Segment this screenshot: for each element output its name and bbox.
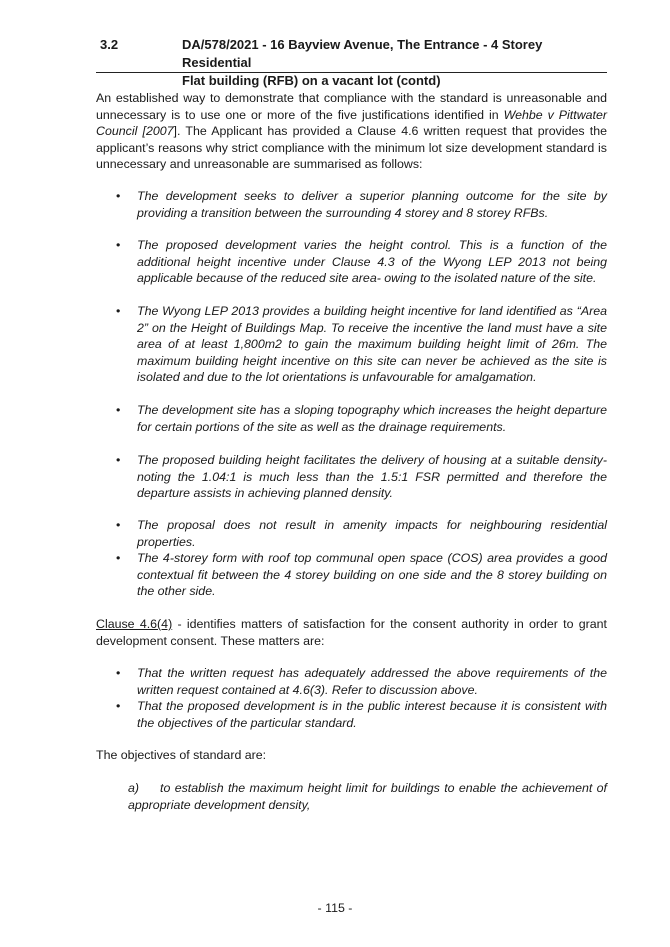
objective-item: [128, 780, 607, 813]
list-item-text: The 4-storey form with roof top communal open space (COS) area provides a good contextual fit between the 4 storey building on one side and the 8 storey building on the other side.: [137, 551, 607, 599]
clause-paragraph: [96, 616, 607, 649]
list-item-text: That the written request has adequately addressed the above requirements of the written request contained at 4.6(3). Refer to discussion above.: [137, 666, 607, 697]
section-number: 3.2: [100, 37, 119, 52]
header-divider: [96, 72, 607, 73]
bullet-glyph: •: [116, 304, 121, 318]
section-header: [100, 36, 607, 90]
list-item: [96, 237, 607, 287]
objectives-intro: The objectives of standard are:: [96, 748, 267, 762]
intro-text-part-2: ]. The Applicant has provided a Clause 4.6 written request that provides the applicant’s reasons why strict compliance with the minimum lot size development standard is unnecessary and unreasonable are summarised as follows:: [96, 124, 607, 172]
list-item: [96, 517, 607, 550]
bullet-glyph: •: [116, 189, 121, 203]
list-item-text: The development site has a sloping topography which increases the height departure for certain portions of the site as well as the drainage requirements.: [137, 403, 607, 434]
list-item: [96, 550, 607, 600]
list-item: [96, 402, 607, 435]
intro-paragraph: [96, 90, 607, 173]
page-number: - 115 -: [317, 901, 353, 915]
section-title-line-1: DA/578/2021 - 16 Bayview Avenue, The Entrance - 4 Storey Residential: [182, 37, 543, 70]
bullet-glyph: •: [116, 238, 121, 252]
objective-text: to establish the maximum height limit for buildings to enable the achievement of appropriate development density,: [128, 781, 607, 812]
list-item: [96, 188, 607, 221]
list-item: [96, 452, 607, 502]
bullet-glyph: •: [116, 666, 121, 680]
bullet-glyph: •: [116, 551, 121, 565]
case-citation: Wehbe v Pittwater Council [2007: [96, 107, 607, 139]
clause-text: - identifies matters of satisfaction for the consent authority in order to grant development consent. These matters are:: [96, 617, 607, 648]
list-item-text: The proposed building height facilitates the delivery of housing at a suitable density-noting the 1.04:1 is much less than the 1.5:1 FSR permitted and therefore the departure assists in achieving planned density.: [137, 453, 607, 501]
list-item: [96, 303, 607, 386]
list-item-text: The proposal does not result in amenity impacts for neighbouring residential properties.: [137, 518, 607, 549]
clause-reference: Clause 4.6(4): [96, 617, 173, 631]
list-item: [96, 698, 607, 731]
bullet-glyph: •: [116, 453, 121, 467]
bullet-glyph: •: [116, 699, 121, 713]
list-item-text: The proposed development varies the height control. This is a function of the additional height incentive under Clause 4.3 of the Wyong LEP 2013 not being applicable because of the reduced site area- owing to the isolated nature of the site.: [137, 238, 607, 286]
list-item-text: The Wyong LEP 2013 provides a building height incentive for land identified as “Area 2” on the Height of Buildings Map. To receive the incentive the land must have a site area of at least 1,800m2 to gain the maximum building height limit of 26m. The maximum building height incentive on this site can never be achieved as the site is isolated and due to the lot orientations is unfavourable for amalgamation.: [137, 304, 607, 385]
section-title-line-2: Flat building (RFB) on a vacant lot (contd): [182, 73, 441, 88]
bullet-glyph: •: [116, 518, 121, 532]
intro-text-part-1: An established way to demonstrate that compliance with the standard is unreasonable and unnecessary is to use one or more of the five justifications identified in: [96, 91, 607, 122]
bullet-glyph: •: [116, 403, 121, 417]
section-title: [182, 36, 607, 90]
objective-letter: a): [128, 781, 140, 795]
list-item-text: That the proposed development is in the public interest because it is consistent with the objectives of the particular standard.: [137, 699, 607, 730]
list-item-text: The development seeks to deliver a superior planning outcome for the site by providing a transition between the surrounding 4 storey and 8 storey RFBs.: [137, 189, 607, 220]
list-item: [96, 665, 607, 698]
